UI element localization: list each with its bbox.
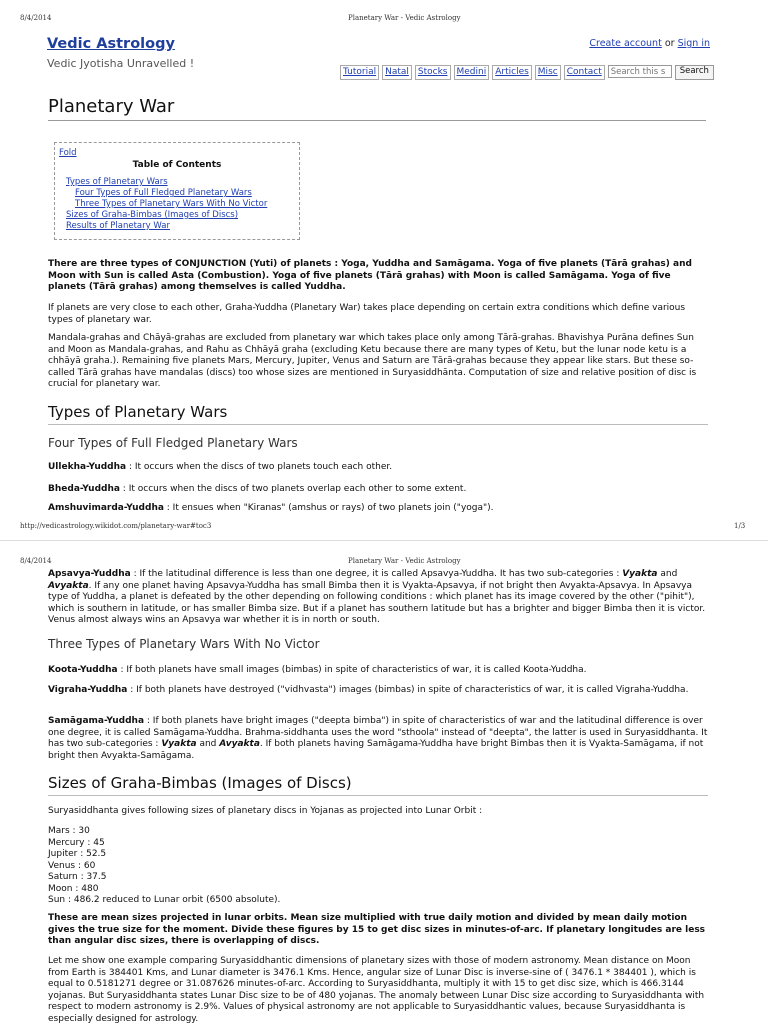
koota-term: Koota-Yuddha bbox=[48, 665, 118, 675]
bheda-paragraph bbox=[48, 484, 708, 496]
nav-natal[interactable]: Natal bbox=[382, 65, 412, 80]
account-links bbox=[589, 38, 710, 49]
list-item: Jupiter : 52.5 bbox=[48, 849, 107, 859]
print-date: 8/4/2014 bbox=[20, 14, 52, 22]
samagama-paragraph bbox=[48, 716, 708, 762]
toc-item-results[interactable]: Results of Planetary War bbox=[66, 221, 170, 231]
toc-item-four-types[interactable]: Four Types of Full Fledged Planetary Wars bbox=[75, 188, 252, 198]
table-of-contents bbox=[54, 142, 300, 240]
ullekha-text: : It occurs when the discs of two planets touch each other. bbox=[126, 462, 393, 472]
apsavya-avyakta: Avyakta bbox=[48, 580, 89, 591]
vigraha-paragraph bbox=[48, 685, 708, 697]
subheading-four-types: Four Types of Full Fledged Planetary Wars bbox=[48, 436, 298, 450]
page-break bbox=[0, 540, 768, 541]
list-item: Moon : 480 bbox=[48, 883, 99, 894]
sizes-intro: Suryasiddhanta gives following sizes of planetary discs in Yojanas as projected into Lunar Orbit : bbox=[48, 806, 483, 816]
nav-stocks[interactable]: Stocks bbox=[415, 65, 451, 80]
ullekha-paragraph bbox=[48, 462, 708, 474]
amshu-paragraph bbox=[48, 503, 708, 515]
apsavya-text-1: : If the latitudinal difference is less than one degree, it is called Apsavya-Yuddha. It has two sub-categories : bbox=[130, 569, 623, 579]
samagama-avyakta: Avyakta bbox=[219, 739, 260, 749]
sign-in-link[interactable]: Sign in bbox=[677, 38, 710, 49]
toc-item-three-types[interactable]: Three Types of Planetary Wars With No Victor bbox=[75, 199, 268, 209]
create-account-link[interactable]: Create account bbox=[589, 38, 662, 49]
print-date-2: 8/4/2014 bbox=[20, 557, 52, 565]
apsavya-term: Apsavya-Yuddha bbox=[48, 569, 131, 579]
ullekha-term: Ullekha-Yuddha bbox=[48, 462, 127, 472]
samagama-text-2: . If both planets having Samāgama-Yuddha have bright Bimbas then it is Vyakta-Samāgama, if not bright then Avyakta-Samāgama. bbox=[48, 739, 704, 761]
amshu-text: : It ensues when "Kiranas" (amshus or rays) of two planets join ("yoga"). bbox=[163, 503, 494, 513]
koota-text: : If both planets have small images (bimbas) in spite of characteristics of war, it is called Koota-Yuddha. bbox=[117, 665, 587, 675]
nav-misc[interactable]: Misc bbox=[535, 65, 561, 80]
print-title: Planetary War - Vedic Astrology bbox=[348, 14, 461, 22]
print-footer-page: 1/3 bbox=[734, 522, 746, 530]
vigraha-term: Vigraha-Yuddha bbox=[48, 685, 128, 695]
list-item: Mercury : 45 bbox=[48, 837, 105, 848]
paragraph-2: Mandala-grahas and Chāyā-grahas are excluded from planetary war which takes place only among Tārā-grahas. Bhavishya Purāna defines Sun and Moon as Mandala-grahas, and Rahu as Chhāyā graha (excluding Ketu because there are many types of Ketu, but the lunar node ketu is a chhāyā graha.). Remaining five planets Mars, Mercury, Jupiter, Venus and Saturn are Tārā-grahas because they appear like stars. But these so-called Tārā grahas have mandalas (discs) too whose sizes are mentioned in Suryasiddhānta. Computation of size and relative position of disc is crucial for planetary war. bbox=[48, 333, 697, 389]
list-item: Saturn : 37.5 bbox=[48, 872, 107, 882]
list-item: Venus : 60 bbox=[48, 860, 96, 871]
apsavya-vyakta: Vyakta bbox=[622, 569, 658, 579]
sizes-list bbox=[48, 826, 280, 907]
paragraph-1: If planets are very close to each other, Graha-Yuddha (Planetary War) takes place depending on certain extra conditions which define various types of planetary war. bbox=[48, 303, 686, 325]
print-title-2: Planetary War - Vedic Astrology bbox=[348, 557, 461, 565]
toc-fold-link[interactable]: Fold bbox=[59, 148, 77, 158]
toc-title: Table of Contents bbox=[132, 160, 222, 170]
samagama-term: Samāgama-Yuddha bbox=[48, 716, 145, 726]
apsavya-text-2: . If any one planet having Apsavya-Yuddha has small Bimba then it is Vyakta-Apsavya, if not bright then Avyakta-Apsavya. In Apsavya type of Yuddha, a planet is defeated by the other depending on following conditions : which planet has its image covered by the other ("pihit"), which is southern in latitude, or has smaller Bimba size. But if a planet has southern latitude but has a brighter and bigger Bimba then it is victor. Venus almost always wins an Apsavya war whether it is in north or south. bbox=[48, 580, 706, 625]
page-title: Planetary War bbox=[48, 96, 706, 121]
subheading-three-types: Three Types of Planetary Wars With No Victor bbox=[48, 637, 320, 651]
samagama-text-1: : If both planets have bright images ("deepta bimba") in spite of characteristics of war and the latitudinal difference is over one degree, it is called Samāgama-Yuddha. Brahma-siddhanta uses the word "sthoola" instead of "deepta", the latter is used in Suryasiddhanta. It has two sub-categories : bbox=[48, 716, 708, 749]
nav-articles[interactable]: Articles bbox=[492, 65, 532, 80]
top-nav bbox=[340, 65, 714, 80]
bheda-text: : It occurs when the discs of two planets overlap each other to some extent. bbox=[119, 484, 467, 494]
account-or: or bbox=[664, 38, 675, 49]
site-title[interactable]: Vedic Astrology bbox=[47, 36, 175, 52]
sizes-bold-paragraph: These are mean sizes projected in lunar orbits. Mean size multiplied with true daily motion and divided by mean daily motion gives the true size for the moment. Divide these figures by 15 to get disc sizes in minutes-of-arc. If planetary longitudes are less than angular disc sizes, there is overlapping of discs. bbox=[48, 913, 706, 946]
nav-contact[interactable]: Contact bbox=[564, 65, 605, 80]
vigraha-text: : If both planets have destroyed ("vidhvasta") images (bimbas) in spite of characteristics of war, it is called Vigraha-Yuddha. bbox=[127, 685, 689, 695]
samagama-vyakta: Vyakta bbox=[161, 739, 197, 749]
intro-paragraph: There are three types of CONJUNCTION (Yuti) of planets : Yoga, Yuddha and Samāgama. Yoga of five planets (Tārā grahas) and Moon with Sun is called Asta (Combustion). Yoga of five planets (Tārā grahas) with Moon is called Samāgama. Yoga of five planets (Tārā grahas) among themselves is called Yuddha. bbox=[48, 259, 692, 292]
moon-example-paragraph: Let me show one example comparing Suryasiddhantic dimensions of planetary sizes with those of modern astronomy. Mean distance on Moon from Earth is 384401 Kms, and Lunar diameter is 3476.1 Kms. Hence, angular size of Lunar Disc is inverse-sine of ( 3476.1 * 384401 ), which is equal to 0.5181271 degree or 31.087626 minutes-of-arc. According to Suryasiddhanta, multiply it with 15 to get disc size, which is 466.3144 yojanas. But Suryasiddhanta states Lunar Disc size to be of 480 yojanas. The anomaly between Lunar Disc size according to Suryasiddhanta with respect to modern astronomy is 2.9%. Values of physical astronomy are not applicable to Suryasiddhantic values, because Suryasiddhanta is especially designed for astrology. bbox=[48, 956, 705, 1024]
search-button[interactable]: Search bbox=[675, 65, 714, 80]
nav-tutorial[interactable]: Tutorial bbox=[340, 65, 379, 80]
section-heading-types: Types of Planetary Wars bbox=[48, 403, 708, 425]
toc-item-types[interactable]: Types of Planetary Wars bbox=[66, 177, 168, 187]
section-heading-sizes: Sizes of Graha-Bimbas (Images of Discs) bbox=[48, 774, 708, 796]
nav-medini[interactable]: Medini bbox=[454, 65, 490, 80]
apsavya-paragraph bbox=[48, 569, 708, 627]
toc-item-sizes[interactable]: Sizes of Graha-Bimbas (Images of Discs) bbox=[66, 210, 239, 220]
bheda-term: Bheda-Yuddha bbox=[48, 484, 120, 494]
site-tagline: Vedic Jyotisha Unravelled ! bbox=[47, 57, 195, 70]
samagama-and: and bbox=[196, 739, 220, 749]
list-item: Sun : 486.2 reduced to Lunar orbit (6500 absolute). bbox=[48, 895, 281, 905]
apsavya-and: and bbox=[657, 569, 678, 579]
list-item: Mars : 30 bbox=[48, 826, 90, 836]
amshu-term: Amshuvimarda-Yuddha bbox=[48, 503, 164, 513]
search-input[interactable] bbox=[608, 65, 672, 78]
koota-paragraph bbox=[48, 665, 708, 677]
print-footer-url: http://vedicastrology.wikidot.com/planetary-war#toc3 bbox=[20, 522, 212, 530]
